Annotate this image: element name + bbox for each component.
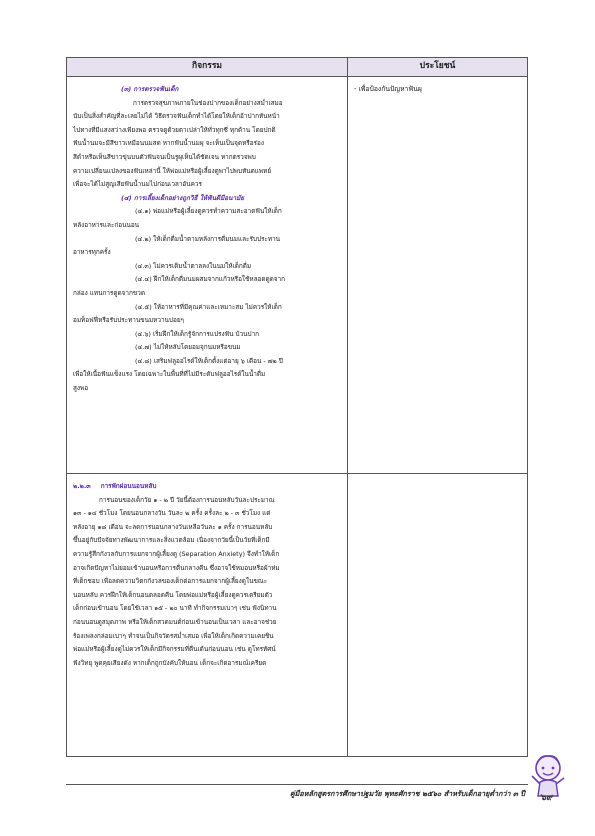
paragraph-line: เพื่อจะได้ไม่สูญเสียฟันน้ำนมไปก่อนเวลาอันควร [73,180,202,189]
paragraph-line: ฟังวิทยุ พูดคุยเสียงดัง หากเด็กถูกบังคับให้นอน เด็กจะเกิดอารมณ์เครียด [73,658,267,667]
paragraph-line: นับเป็นสิ่งสำคัญที่ละเลยไม่ได้ วิธีตรวจฟันเด็กทำได้โดยให้เด็กอ้าปากหันหน้า [73,112,280,121]
subsection-title-child-care: (๔) การเลี้ยงเด็กอย่างถูกวิธี ให้ฟันดีมีอนามัย [121,193,245,202]
paragraph-line: เด็กก่อนเข้านอน โดยใช้เวลา ๑๕ - ๒๐ นาที ทำกิจกรรมเบาๆ เช่น ฟังนิทาน [73,604,277,613]
activity-cell [67,474,348,757]
list-item: (๔.๒) ให้เด็กดื่มน้ำตามหลังการดื่มนมและรับประทาน [135,234,281,243]
list-item-continuation: กล่อง แทนการดูดจากขวด [73,288,145,297]
paragraph-line: การตรวจสุขภาพภายในช่องปากของเด็กอย่างสม่ำเสมอ [133,98,283,107]
list-item-continuation: หลังอาหารและก่อนนอน [73,220,140,229]
section-heading [73,480,341,494]
paragraph-line: นอนหลับ ควรฝึกให้เด็กนอนตลอดคืน โดยพ่อแม่หรือผู้เลี้ยงดูควรเตรียมตัว [73,590,273,599]
list-item: (๔.๓) ไม่ควรเติมน้ำตาลลงในนมให้เด็กดื่ม [135,261,252,270]
table-row-sleep [67,474,528,757]
activity-table [66,57,528,757]
list-item: (๔.๑) พ่อแม่หรือผู้เลี้ยงดูควรทำความสะอาดฟันให้เด็ก [135,207,282,216]
benefit-cell-empty [348,474,528,757]
footer-title: คู่มือหลักสูตรการศึกษาปฐมวัย พุทธศักราช ๒๕๖๐ สำหรับเด็กอายุต่ำกว่า ๓ ปี [289,789,525,798]
paragraph-line: ก่อนนอนดูสมุดภาพ หรือให้เด็กสวดมนต์ก่อนเข้านอนเป็นเวลา และอาจช่วย [73,617,277,626]
list-item-continuation: สูงพอ [73,384,89,393]
subsection-title-dental-check: (๓) การตรวจฟันเด็ก [121,85,179,93]
paragraph-line: ร้องเพลงกล่อมเบาๆ ทำจนเป็นกิจวัตรสม่ำเสมอ เพื่อให้เด็กเกิดความเคยชิน [73,631,274,640]
paragraph-line: ที่เด็กชอบ เพื่อลดความวิตกกังวลของเด็กต่อการแยกจากผู้เลี้ยงดูในขณะ [73,577,268,586]
list-item: (๔.๗) ไม่ให้หลับโดยอมจุกนมหรือขนม [135,343,241,352]
paragraph-line: ฟันน้ำนมจะมีสีขาวเหมือนนมสด หากฟันน้ำนมผุ จะเห็นเป็นจุดหรือร่อง [73,139,264,148]
list-item-continuation: เพื่อให้เนื้อฟันแข็งแรง โดยเฉพาะในพื้นที่ที่ไม่มีระดับฟลูออไรด์ในน้ำดื่ม [73,370,266,379]
paragraph-line: อาจเกิดปัญหาไม่ยอมเข้านอนหรือการตื่นกลางคืน ซึ่งอาจใช้หมอนหรือผ้าห่ม [73,563,280,572]
paragraph-line: ความเปลี่ยนแปลงของฟันเหล่านี้ ให้พ่อแม่หรือผู้เลี้ยงดูพาไปพบทันตแพทย์ [73,166,272,175]
paragraph-line: หลังอายุ ๑๘ เดือน จะลดการนอนกลางวันเหลือวันละ ๑ ครั้ง การนอนหลับ [73,522,273,531]
footer-divider [66,784,528,785]
list-item: (๔.๘) เสริมฟลูออไรด์ให้เด็กตั้งแต่อายุ ๖ เดือน - ๗๒ ปี [135,356,283,365]
column-header-benefit: ประโยชน์ [348,58,528,77]
paragraph-line: ๑๓ - ๑๔ ชั่วโมง โดยนอนกลางวัน วันละ ๒ ครั้ง ครั้งละ ๒ - ๓ ชั่วโมง แต่ [73,509,271,518]
column-header-activity: กิจกรรม [67,58,348,77]
list-item-continuation: อมท็อฟฟี่หรือรับประทานขนมหวานบ่อยๆ [73,316,184,325]
paragraph-line: ขึ้นอยู่กับปัจจัยทางพัฒนาการและสิ่งแวดล้อม เนื่องจากวัยนี้เป็นวัยที่เด็กมี [73,536,270,545]
paragraph-line: ความรู้สึกกังวลกับการแยกจากผู้เลี้ยงดู (Separation Anxiety) จึงทำให้เด็ก [73,549,280,558]
paragraph-line: สีดำหรือเห็นสีขาวขุ่นบนตัวฟันจนเป็นรูผุเห็นได้ชัดเจน หากตรวจพบ [73,152,256,161]
sleep-paragraph [73,494,341,671]
page-number: ๖๙ [540,793,554,803]
paragraph-line: การนอนของเด็กวัย ๑ - ๒ ปี วัยนี้ต้องการนอนหลับวันละประมาณ [99,495,275,504]
benefit-cell [348,77,528,474]
section-title: การพักผ่อนนอนหลับ [100,482,157,490]
table-header-row [67,58,528,77]
paragraph-line: พ่อแม่หรือผู้เลี้ยงดูไม่ควรให้เด็กมีกิจกรรมที่ตื่นเต้นก่อนนอน เช่น ดูโทรทัศน์ [73,645,276,654]
table-row-dental [67,77,528,474]
section-number: ๒.๒.๓ [73,482,91,490]
paragraph-line: ไปทางที่มีแสงสว่างเพียงพอ ตรวจดูด้วยตาเปล่าให้ทั่วทุกซี่ ทุกด้าน โดยปกติ [73,125,276,134]
child-care-list [73,205,341,395]
list-item-continuation: อาหารทุกครั้ง [73,248,111,257]
list-item: (๔.๕) ให้อาหารที่มีคุณค่าและเหมาะสม ไม่ควรให้เด็ก [135,302,282,311]
dental-check-paragraph [73,97,341,192]
activity-cell [67,77,348,474]
list-item: (๔.๔) ฝึกให้เด็กดื่มนมผสมจากแก้วหรือใช้หลอดดูดจาก [135,275,286,284]
benefit-text: - เพื่อป้องกันปัญหาฟันผุ [354,85,422,93]
list-item: (๔.๖) เริ่มฝึกให้เด็กรู้จักการแปรงฟัน บ้วนปาก [135,329,260,338]
